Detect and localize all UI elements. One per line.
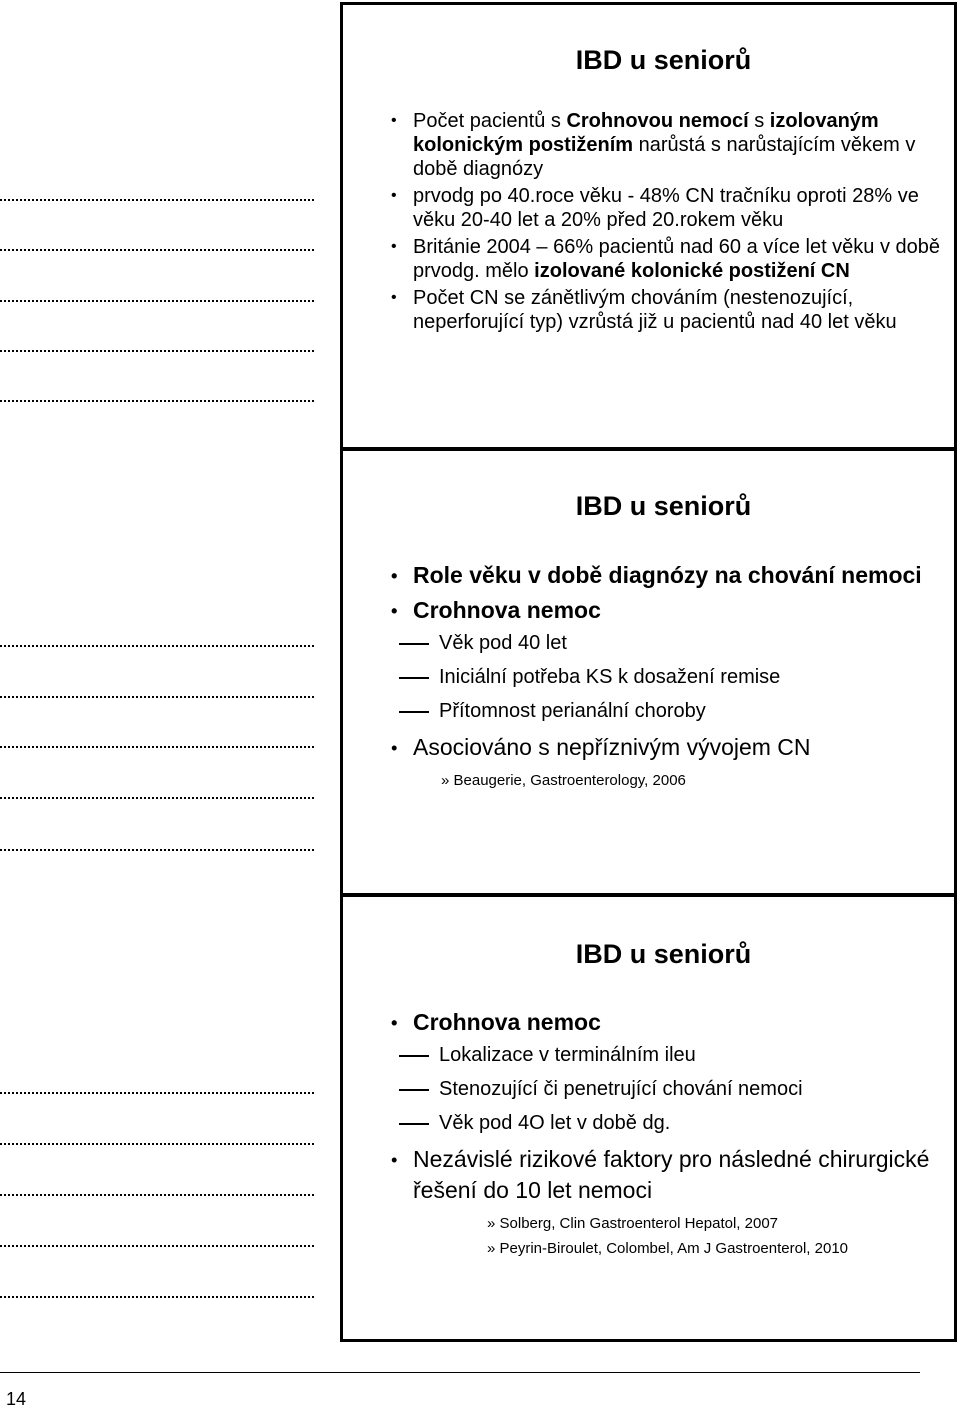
bullet: • prvodg po 40.roce věku - 48% CN tračníku oproti 28% ve věku 20-40 let a 20% před 20.rokem věku — [391, 184, 944, 232]
slide-title: IBD u seniorů — [575, 939, 752, 969]
note-line — [0, 746, 314, 748]
note-line — [0, 849, 314, 851]
slide-content — [391, 1007, 944, 1264]
note-line — [0, 1143, 314, 1145]
bullet: • Počet pacientů s Crohnovou nemocí s izolovaným kolonickým postižením narůstá s narůstajícím věkem v době diagnózy — [391, 109, 944, 181]
sub-bullet: Přítomnost perianální choroby — [391, 698, 944, 725]
note-line — [0, 1296, 314, 1298]
note-line — [0, 249, 314, 251]
sub-bullet: Iniciální potřeba KS k dosažení remise — [391, 664, 944, 691]
sub-bullet: Lokalizace v terminálním ileu — [391, 1042, 944, 1069]
sub-bullet: Stenozující či penetrující chování nemoci — [391, 1076, 944, 1103]
note-line — [0, 1245, 314, 1247]
slide-1 — [340, 2, 957, 450]
slide-title: IBD u seniorů — [575, 45, 752, 75]
note-line — [0, 199, 314, 201]
slide-content — [391, 560, 944, 797]
bullet: • Asociováno s nepříznivým vývojem CN — [391, 732, 944, 763]
page-number: 14 — [6, 1389, 27, 1409]
reference: » Peyrin-Biroulet, Colombel, Am J Gastroenterol, 2010 — [487, 1240, 849, 1257]
reference: » Beaugerie, Gastroenterology, 2006 — [441, 772, 686, 789]
slide-title: IBD u seniorů — [575, 491, 752, 521]
note-line — [0, 400, 314, 402]
bullet: • Crohnova nemoc — [391, 595, 944, 626]
footer-divider — [0, 1372, 920, 1373]
slide-2 — [340, 448, 957, 896]
note-line — [0, 300, 314, 302]
reference: » Solberg, Clin Gastroenterol Hepatol, 2007 — [487, 1215, 779, 1232]
sub-bullet: Věk pod 40 let — [391, 630, 944, 657]
bullet: • Crohnova nemoc — [391, 1007, 944, 1038]
note-line — [0, 1194, 314, 1196]
note-line — [0, 645, 314, 647]
slide-3 — [340, 894, 957, 1342]
bullet: • Británie 2004 – 66% pacientů nad 60 a více let věku v době prvodg. mělo izolované kolonické postižení CN — [391, 235, 944, 283]
note-line — [0, 696, 314, 698]
sub-bullet: Věk pod 4O let v době dg. — [391, 1110, 944, 1137]
note-line — [0, 1092, 314, 1094]
bullet: • Počet CN se zánětlivým chováním (nestenozující, neperforující typ) vzrůstá již u pacientů nad 40 let věku — [391, 286, 944, 334]
note-line — [0, 350, 314, 352]
bullet: • Nezávislé rizikové faktory pro následné chirurgické řešení do 10 let nemoci — [391, 1144, 944, 1206]
note-line — [0, 797, 314, 799]
bullet: • Role věku v době diagnózy na chování nemoci — [391, 560, 944, 591]
slide-content — [391, 109, 944, 337]
